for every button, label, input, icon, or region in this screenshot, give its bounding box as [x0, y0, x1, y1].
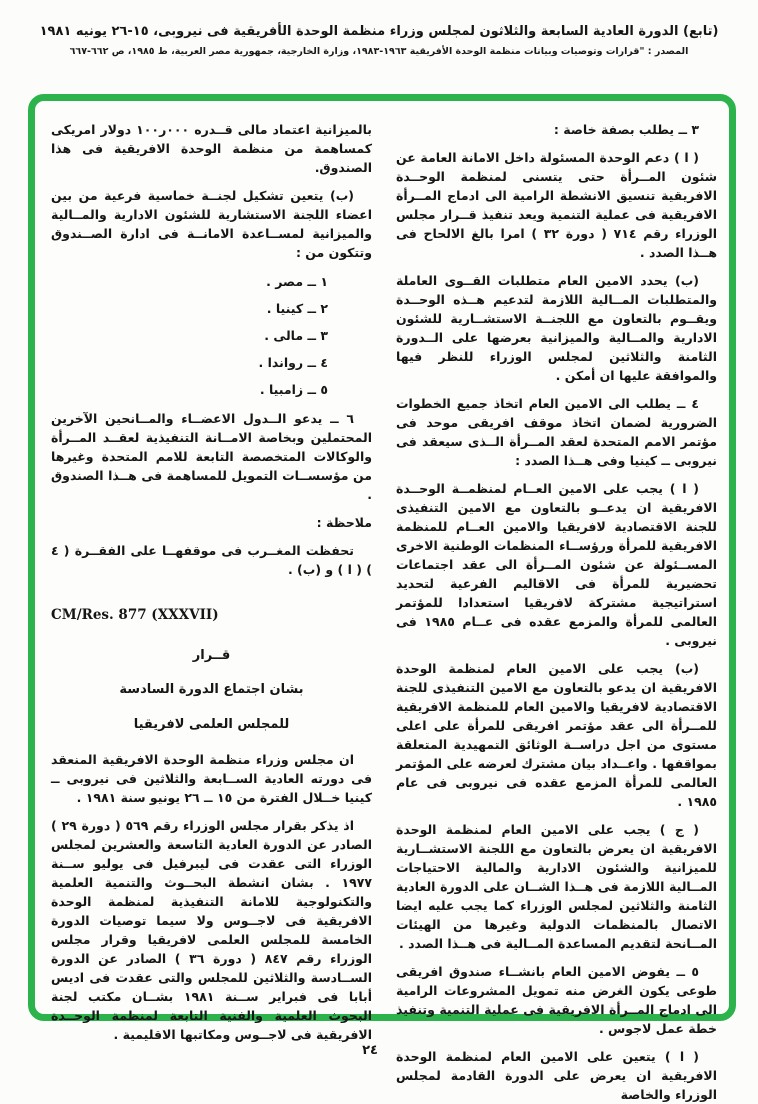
paragraph: (ب) يتعين تشكيل لجنــة خماسية فرعية من بين اعضاء اللجنة الاستشارية للشئون الادارية والمــالية والميزانية لمســاعدة الامانــة فى ادارة الصــندوق وتتكون من : [51, 188, 372, 260]
resolution-subtitle: للمجلس العلمى لافريقيا [133, 717, 290, 733]
resolution-subtitle: بشان اجتماع الدورة السادسة [119, 682, 304, 698]
paragraph: ٣ ــ يطلب بصفة خاصة : [553, 122, 699, 137]
paragraph: (ب) يجب على الامين العام لمنظمة الوحدة الافريقية ان يدعو بالتعاون مع الامين التنفيذى للجنة الاقتصادية لافريقيا والامين العام للمنظمة الافريقية للمــرأة الى عقد مؤتمر افريقى للمرأة على اعلى مستوى من اجل دراســة الوثائق التمهيدية المتعلقة بمواقفها . واعــداد بيان مشترك لعرضه على المؤتمر العالمى للمرأة المزمع عقده فى نيروبى فى عام ١٩٨٥ . [396, 661, 717, 809]
paragraph: (ب) يحدد الامين العام متطلبات القــوى العاملة والمتطلبات المــالية اللازمة لتدعيم هــذه الوحــدة ويقــوم بالتعاون مع اللجنــة الاستشــارية للشئون الادارية والمــالية والميزانية بعرضها على الــدورة الثامنة والثلاثين لمجلس الوزراء للنظر فيها والموافقة عليها ان أمكن . [396, 273, 717, 383]
paragraph: ( ا ) دعم الوحدة المسئولة داخل الامانة العامة عن شئون المــرأة حتى يتسنى لمنظمة الوحــدة الافريقية تنسيق الانشطة الرامية الى ادماج المــرأة الافريقية فى عملية التنمية ويعد تنفيذ قــرار مجلس الوزراء رقم ٧١٤ ( دورة ٣٢ ) امرا بالغ الالحاح فى هــذا الصدد . [396, 150, 717, 260]
source-line: المصدر : "قرارات وتوصيات وبيانات منظمة الوحدة الأفريقية ١٩٦٣-١٩٨٣، وزارة الخارجية، جمهورية مصر العربية، ط ١٩٨٥، ص ٦٦٢-٦٦٧ [69, 46, 689, 57]
resolution-title: قــرار [192, 647, 231, 663]
note-label: ملاحظة : [316, 515, 372, 530]
page-footer [0, 1043, 740, 1058]
column-right [396, 111, 718, 1102]
paragraph: بالميزانية اعتماد مالى قــدره ٠٠٠ر١٠٠ دولار امريكى كمساهمة من منظمة الوحدة الافريقية فى هذا الصندوق. [51, 122, 372, 175]
resolution-ref: CM/Res. 877 (XXXVII) [51, 607, 219, 623]
paragraph: ( ا ) يجب على الامين العــام لمنظمــة الوحــدة الافريقية ان يدعــو بالتعاون مع الامين التنفيذى للجنة الاقتصادية لافريقيا والامين العــام للمنظمة الافريقية للمرأة ورؤســاء المنظمات الوطنية الاخرى المســئولة عن شئون المــرأة الى عقد اجتماعات تحضيرية للمرأة فى الاقاليم الفرعية لتحديد استراتيجية مشتركة لافريقيا استعدادا للمؤتمر العالمى للمرأة والمزمع عقده فى عــام ١٩٨٥ فى نيروبى . [396, 481, 718, 648]
country-list-item: ٥ ــ زامبيا . [259, 382, 328, 397]
page-number: ٢٤ [362, 1043, 378, 1058]
paragraph: اذ يذكر بقرار مجلس الوزراء رقم ٥٦٩ ( دورة ٢٩ ) الصادر عن الدورة العادية التاسعة والعشرين لمجلس الوزراء التى عقدت فى ليبرفيل فى يوليو ســنة ١٩٧٧ . بشان انشطة البحــوث والتنمية العلمية والتكنولوجية للامانة التنفيذية لمنظمة الوحدة الافريقية فى لاجــوس ولا سيما توصيات الدورة الخامسة للمجلس العلمى لافريقيا وقرار مجلس الوزراء رقم ٨٤٧ ( دورة ٣٦ ) الصادر عن الدورة الســادسة والثلاثين للمجلس والتى عقدت فى اديس أبابا فى فبراير ســنة ١٩٨١ بشــان مكتب لجنة البحوث العلمية والفنية التابعة لمنظمة الوحــدة الافريقية فى لاجــوس ومكاتبها الاقليمية . [51, 817, 372, 1042]
page-header [0, 24, 758, 57]
country-list-item: ٢ ــ كينيا . [266, 301, 328, 316]
country-list-item: ٤ ــ رواندا . [258, 355, 328, 370]
paragraph: ٥ ــ يفوض الامين العام بانشــاء صندوق افريقى طوعى يكون الغرض منه تمويل المشروعات الرامية الى ادماج المــرأة الافريقية فى عملية التنمية وتنفيذ خطة عمل لاجوس . [396, 964, 717, 1036]
paragraph: ( ج ) يجب على الامين العام لمنظمة الوحدة الافريقية ان يعرض بالتعاون مع اللجنة الاستشــارية للميزانية والشئون الادارية والمالية الاحتياجات المــالية اللازمة فى هــذا الشــان على الدورة العادية الثامنة والثلاثين لمجلس الوزراء كما يجب عليه ايضا الاتصال بالمنظمات الدولية وغيرها من الهيئات المــانحة لتقديم المساعدة المــالية فى هــذا الصدد . [396, 822, 717, 951]
session-title: (تابع) الدورة العادية السابعة والثلاثون لمجلس وزراء منظمة الوحدة الأفريقية فى نيروبى، ١٥-٢٦ يونيه ١٩٨١ [39, 24, 719, 39]
column-left [51, 111, 372, 1042]
note-paragraph: تحفظت المغــرب فى موقفهــا على الفقــرة ( ٤ ) ( ا ) و (ب) . [51, 543, 372, 577]
paragraph: ٦ ــ يدعو الــدول الاعضــاء والمــانحين الآخرين المحتملين وبخاصة الامــانة التنفيذية لعقــد المــرأة والوكالات المتخصصة التابعة للامم المتحدة وغيرها من مؤسســات التمويل للمساهمة فى هــذا الصندوق . [51, 411, 372, 502]
country-list-item: ١ ــ مصر . [266, 274, 328, 289]
paragraph: ( ا ) يتعين على الامين العام لمنظمة الوحدة الافريقية ان يعرض على الدورة القادمة لمجلس الوزراء والخاصة [396, 1049, 717, 1102]
paragraph: ٤ ــ يطلب الى الامين العام اتخاذ جميع الخطوات الضرورية لضمان اتخاذ موقف افريقى موحد فى مؤتمر الامم المتحدة لعقد المــرأة الــذى سيعقد فى نيروبى ــ كينيا وفى هــذا الصدد : [396, 396, 717, 468]
country-list [51, 272, 372, 399]
paragraph: ان مجلس وزراء منظمة الوحدة الافريقية المنعقد فى دورته العادية الســابعة والثلاثين فى نيروبى ــ كينيا خــلال الفترة من ١٥ ــ ٢٦ يونيو سنة ١٩٨١ . [51, 751, 372, 805]
country-list-item: ٣ ــ مالى . [264, 328, 328, 343]
